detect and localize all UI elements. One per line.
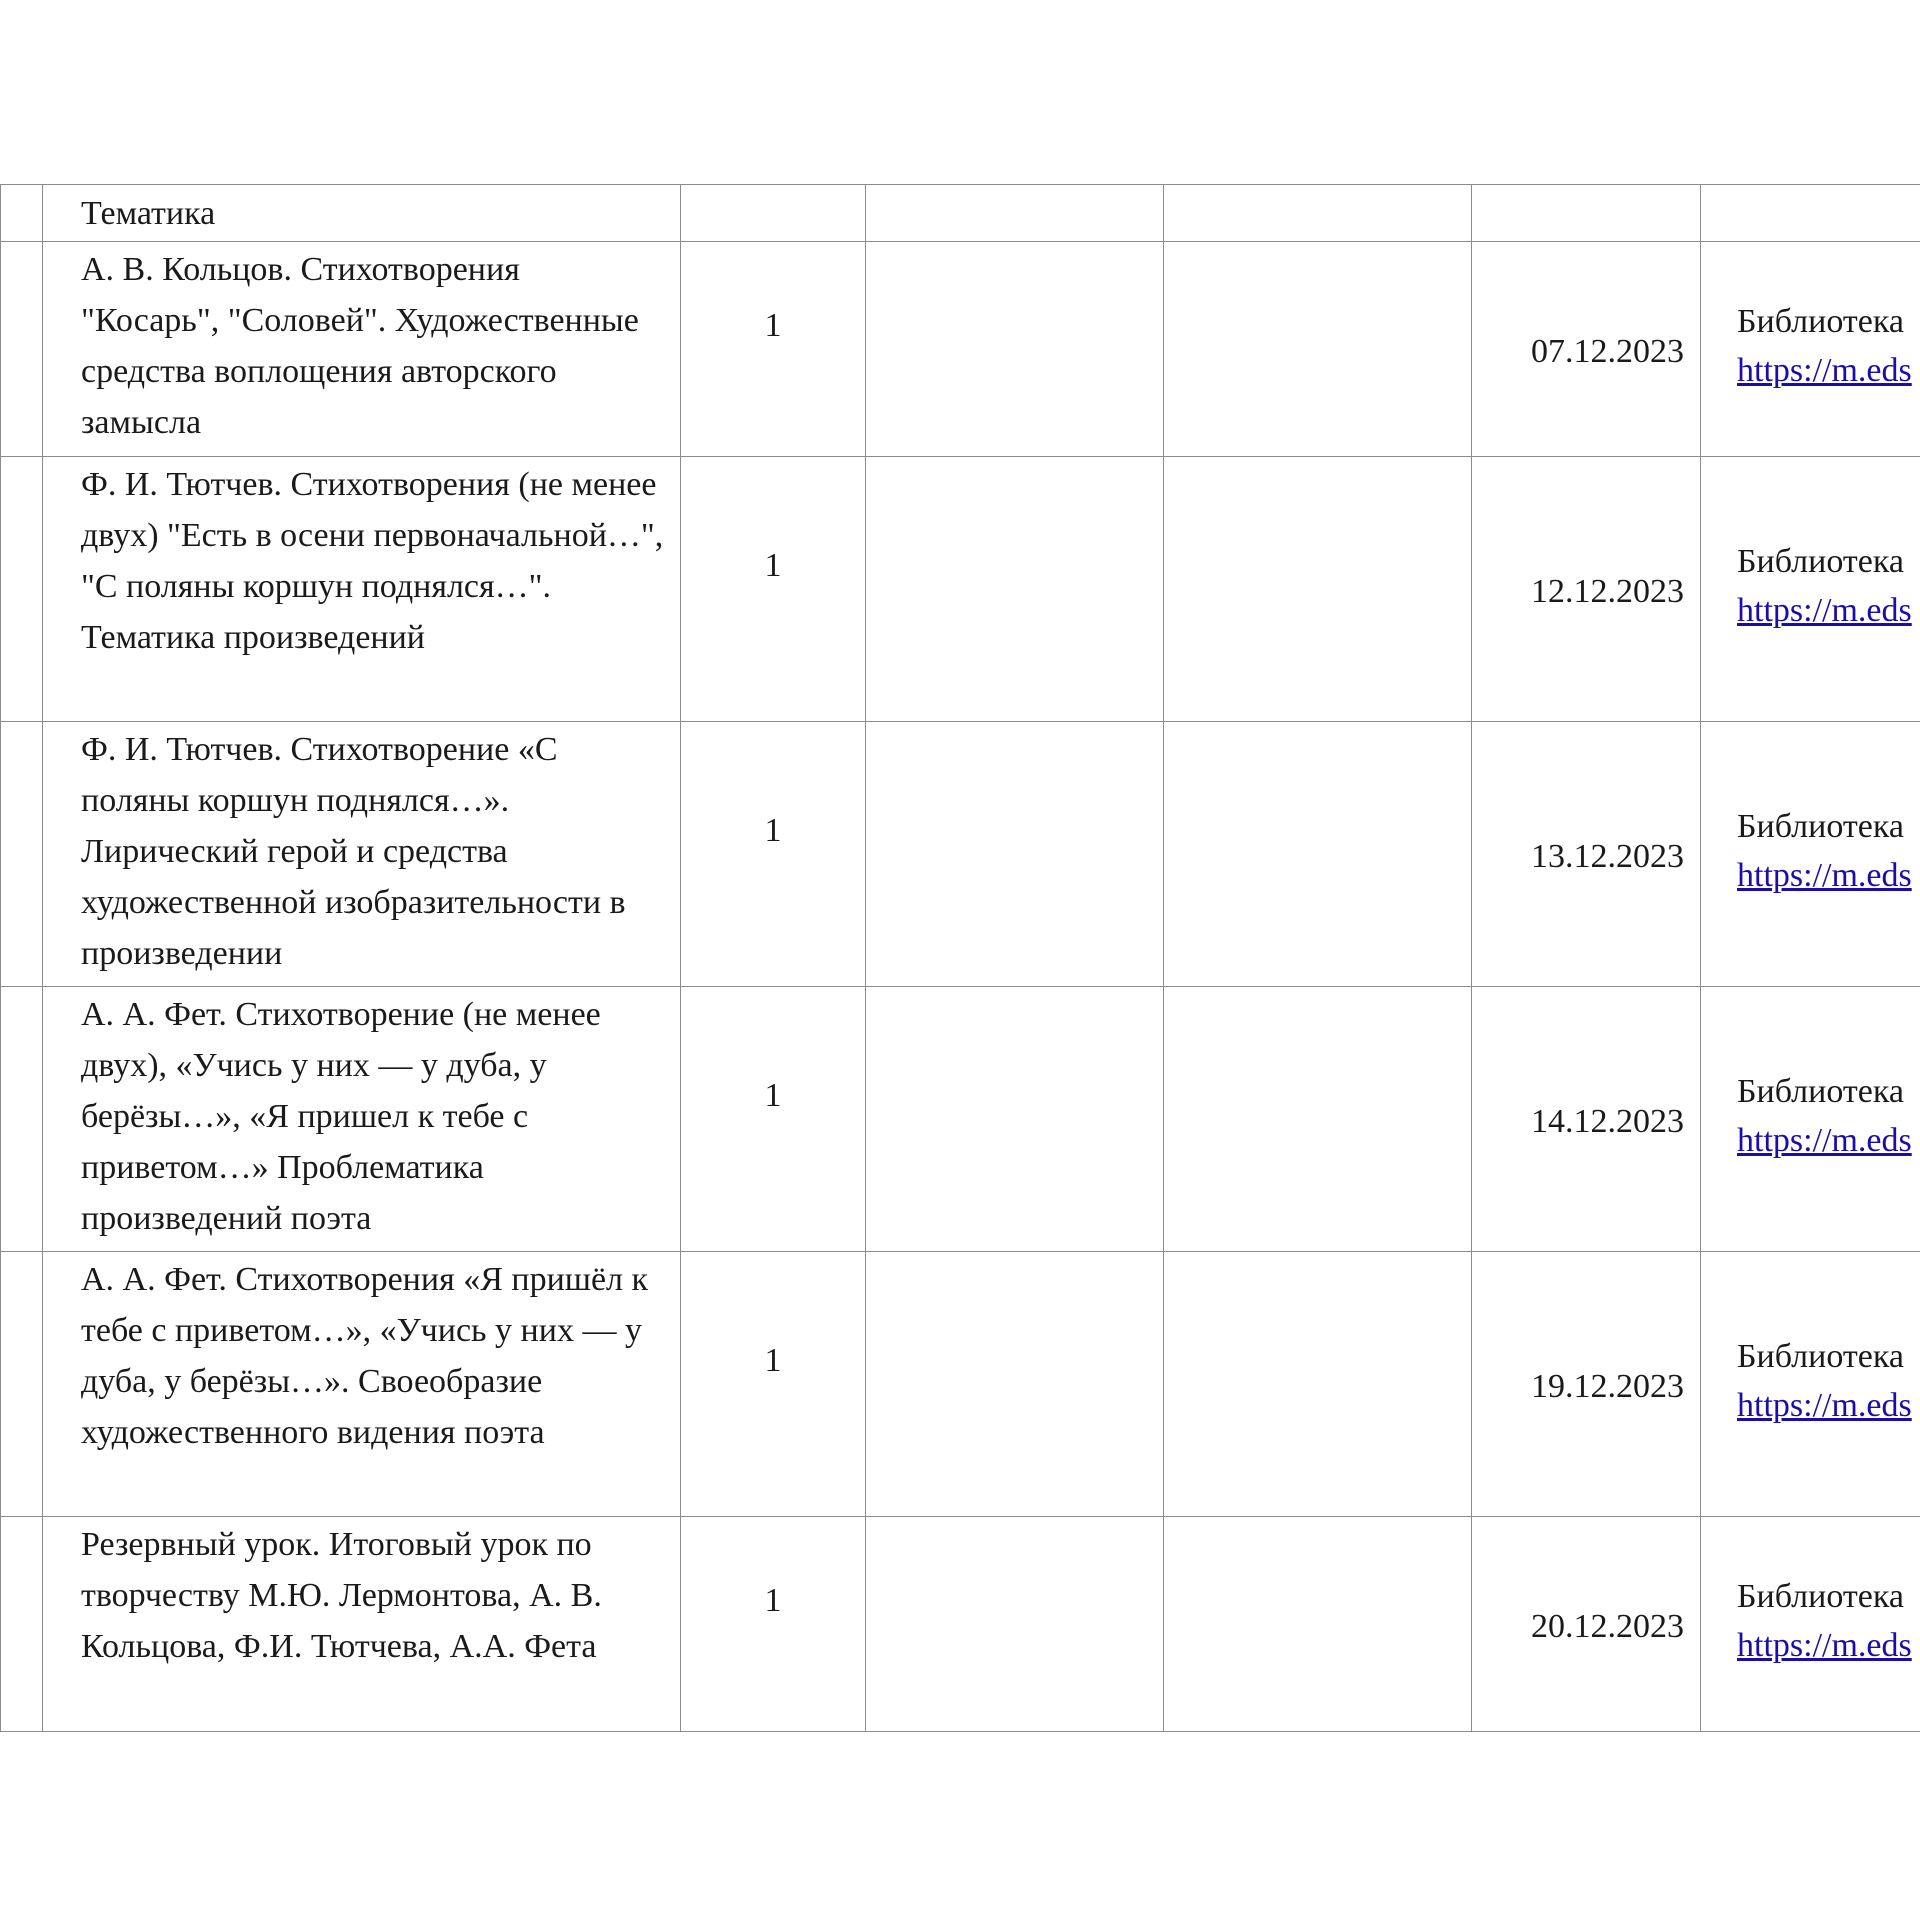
table-row <box>1 722 1920 987</box>
resource-label: Библиотека <box>1737 543 1904 580</box>
number-cell <box>1 1517 43 1732</box>
hours-value: 1 <box>764 1341 782 1379</box>
resource-link[interactable]: https://m.eds <box>1737 1387 1912 1424</box>
resource-label: Библиотека <box>1737 1578 1904 1615</box>
number-cell <box>1 987 43 1252</box>
practical-cell <box>1164 457 1472 722</box>
resource-cell <box>1701 457 1920 722</box>
control-cell <box>866 987 1164 1252</box>
date-cell <box>1472 987 1701 1252</box>
practical-cell <box>1164 242 1472 457</box>
topic-cell: Ф. И. Тютчев. Стихотворения (не менее двух) "Есть в осени первоначальной…", "С поляны коршун поднялся…". Тематика произведений <box>43 457 681 722</box>
resource-cell <box>1701 987 1920 1252</box>
resource-cell <box>1701 1517 1920 1732</box>
control-cell <box>866 1517 1164 1732</box>
hours-cell <box>681 722 866 987</box>
date-cell <box>1472 1517 1701 1732</box>
hours-header-cell <box>681 185 866 242</box>
date-cell <box>1472 457 1701 722</box>
practical-cell <box>1164 722 1472 987</box>
hours-cell <box>681 1252 866 1517</box>
number-cell <box>1 722 43 987</box>
practical-cell <box>1164 987 1472 1252</box>
table-row <box>1 1517 1920 1732</box>
hours-cell <box>681 457 866 722</box>
table-header-row <box>1 185 1920 242</box>
date-cell <box>1472 722 1701 987</box>
hours-value: 1 <box>764 811 782 849</box>
resource-label: Библиотека <box>1737 808 1904 845</box>
resource-link[interactable]: https://m.eds <box>1737 857 1912 894</box>
table-row <box>1 242 1920 457</box>
resource-link[interactable]: https://m.eds <box>1737 1627 1912 1664</box>
topic-cell: Ф. И. Тютчев. Стихотворение «С поляны коршун поднялся…». Лирический герой и средства художественной изобразительности в произведении <box>43 722 681 987</box>
hours-value: 1 <box>764 546 782 584</box>
date-cell <box>1472 1252 1701 1517</box>
practical-cell <box>1164 1252 1472 1517</box>
practical-header-cell <box>1164 185 1472 242</box>
hours-cell <box>681 242 866 457</box>
number-cell <box>1 457 43 722</box>
resource-link[interactable]: https://m.eds <box>1737 592 1912 629</box>
topic-cell: А. В. Кольцов. Стихотворения "Косарь", "Соловей". Художественные средства воплощения авторского замысла <box>43 242 681 457</box>
topic-header-cell: Тематика <box>43 185 681 242</box>
date-value: 07.12.2023 <box>1531 332 1684 370</box>
control-cell <box>866 1252 1164 1517</box>
lesson-plan-table <box>0 184 1920 1732</box>
resource-label: Библиотека <box>1737 303 1904 340</box>
practical-cell <box>1164 1517 1472 1732</box>
resource-cell <box>1701 722 1920 987</box>
lesson-table-wrapper <box>0 184 1920 1732</box>
date-value: 12.12.2023 <box>1531 572 1684 610</box>
resource-link[interactable]: https://m.eds <box>1737 352 1912 389</box>
resource-label: Библиотека <box>1737 1338 1904 1375</box>
date-value: 20.12.2023 <box>1531 1607 1684 1645</box>
resource-header-cell <box>1701 185 1920 242</box>
resource-cell <box>1701 1252 1920 1517</box>
topic-cell: Резервный урок. Итоговый урок по творчеству М.Ю. Лермонтова, А. В. Кольцова, Ф.И. Тютчева, А.А. Фета <box>43 1517 681 1732</box>
control-header-cell <box>866 185 1164 242</box>
hours-value: 1 <box>764 1076 782 1114</box>
date-value: 19.12.2023 <box>1531 1367 1684 1405</box>
resource-cell <box>1701 242 1920 457</box>
control-cell <box>866 457 1164 722</box>
date-header-cell <box>1472 185 1701 242</box>
hours-cell <box>681 1517 866 1732</box>
number-cell <box>1 185 43 242</box>
number-cell <box>1 242 43 457</box>
resource-link[interactable]: https://m.eds <box>1737 1122 1912 1159</box>
date-cell <box>1472 242 1701 457</box>
hours-value: 1 <box>764 1581 782 1619</box>
control-cell <box>866 242 1164 457</box>
table-row <box>1 457 1920 722</box>
topic-cell: А. А. Фет. Стихотворения «Я пришёл к тебе с приветом…», «Учись у них — у дуба, у берёзы…». Своеобразие художественного видения поэта <box>43 1252 681 1517</box>
number-cell <box>1 1252 43 1517</box>
hours-cell <box>681 987 866 1252</box>
resource-label: Библиотека <box>1737 1073 1904 1110</box>
table-row <box>1 1252 1920 1517</box>
date-value: 14.12.2023 <box>1531 1102 1684 1140</box>
date-value: 13.12.2023 <box>1531 837 1684 875</box>
control-cell <box>866 722 1164 987</box>
topic-cell: А. А. Фет. Стихотворение (не менее двух), «Учись у них — у дуба, у берёзы…», «Я пришел к тебе с приветом…» Проблематика произведений поэта <box>43 987 681 1252</box>
table-row <box>1 987 1920 1252</box>
hours-value: 1 <box>764 306 782 344</box>
